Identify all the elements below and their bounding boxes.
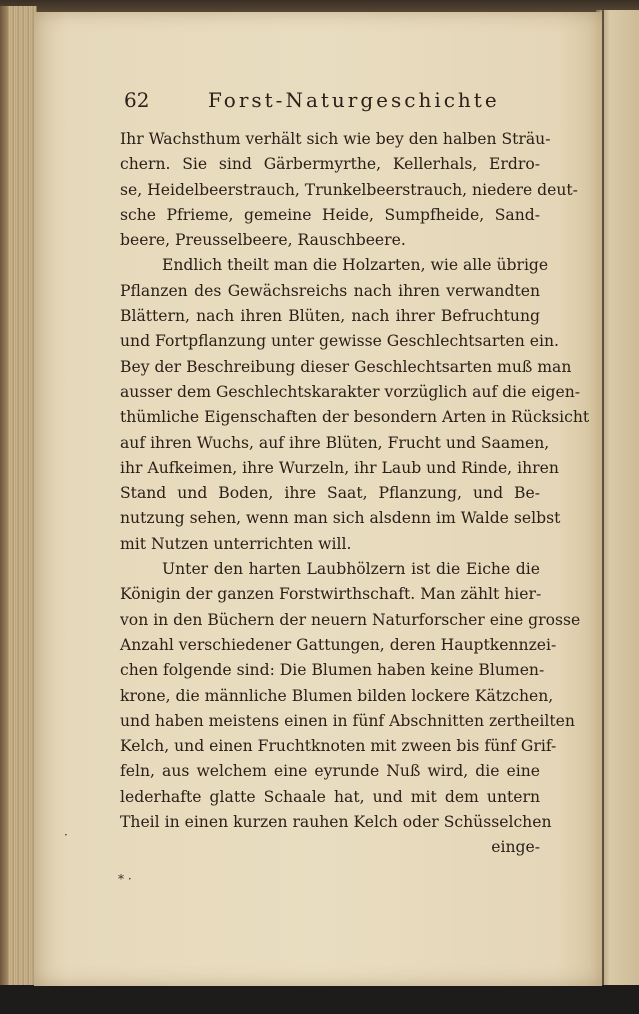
text-line: und haben meistens einen in fünf Abschnitten zertheilten <box>120 711 575 730</box>
text-line: Blättern, nach ihren Blüten, nach ihrer Befruchtung <box>120 307 540 326</box>
text-line: Pflanzen des Gewächsreichs nach ihren verwandten <box>120 281 540 300</box>
ink-speck: * · <box>118 872 132 886</box>
text-line: se, Heidelbeerstrauch, Trunkelbeerstrauch, niedere deut- <box>120 180 578 199</box>
text-line: ihr Aufkeimen, ihre Wurzeln, ihr Laub und Rinde, ihren <box>120 458 559 477</box>
text-line: thümliche Eigenschaften der besondern Arten in Rücksicht <box>120 408 590 427</box>
body-text <box>120 127 590 861</box>
text-line: feln, aus welchem eine eyrunde Nuß wird, die eine <box>120 762 540 781</box>
ink-speck: · <box>64 828 68 842</box>
text-line: lederhafte glatte Schaale hat, und mit dem untern <box>120 787 540 806</box>
text-line: auf ihren Wuchs, auf ihre Blüten, Frucht und Saamen, <box>120 433 550 452</box>
text-line: Königin der ganzen Forstwirthschaft. Man zählt hier- <box>120 585 542 604</box>
text-line: chen folgende sind: Die Blumen haben keine Blumen- <box>120 661 545 680</box>
text-line: Theil in einen kurzen rauhen Kelch oder Schüsselchen <box>120 813 552 832</box>
text-line: Kelch, und einen Fruchtknoten mit zween bis fünf Grif- <box>120 737 557 756</box>
text-line: Bey der Beschreibung dieser Geschlechtsarten muß man <box>120 357 572 376</box>
bottom-backdrop <box>0 985 639 1014</box>
text-line: mit Nutzen unterrichten will. <box>120 534 352 553</box>
text-line: chern. Sie sind Gärbermyrthe, Kellerhals, Erdro- <box>120 155 540 174</box>
left-binding <box>0 6 8 986</box>
text-line: beere, Preusselbeere, Rauschbeere. <box>120 231 406 250</box>
running-head: Forst-Naturgeschichte <box>208 88 500 112</box>
text-line: und Fortpflanzung unter gewisse Geschlechtsarten ein. <box>120 332 559 351</box>
text-line: ausser dem Geschlechtskarakter vorzüglich auf die eigen- <box>120 382 581 401</box>
text-line: nutzung sehen, wenn man sich alsdenn im Walde selbst <box>120 509 561 528</box>
text-line: krone, die männliche Blumen bilden lockere Kätzchen, <box>120 686 554 705</box>
page-header <box>124 88 544 116</box>
text-line: Stand und Boden, ihre Saat, Pflanzung, und Be- <box>120 484 540 503</box>
text-line: Unter den harten Laubhölzern ist die Eiche die <box>162 560 540 579</box>
text-line: Anzahl verschiedener Gattungen, deren Hauptkennzei- <box>120 635 557 654</box>
page-number: 62 <box>124 88 150 112</box>
gutter-line <box>602 10 604 986</box>
text-line: von in den Büchern der neuern Naturforscher eine grosse <box>120 610 581 629</box>
text-line: sche Pfrieme, gemeine Heide, Sumpfheide, Sand- <box>120 205 540 224</box>
catchword: einge- <box>491 838 540 857</box>
text-line: Endlich theilt man die Holzarten, wie alle übrige <box>162 256 549 275</box>
text-line: Ihr Wachsthum verhält sich wie bey den halben Sträu- <box>120 130 551 148</box>
